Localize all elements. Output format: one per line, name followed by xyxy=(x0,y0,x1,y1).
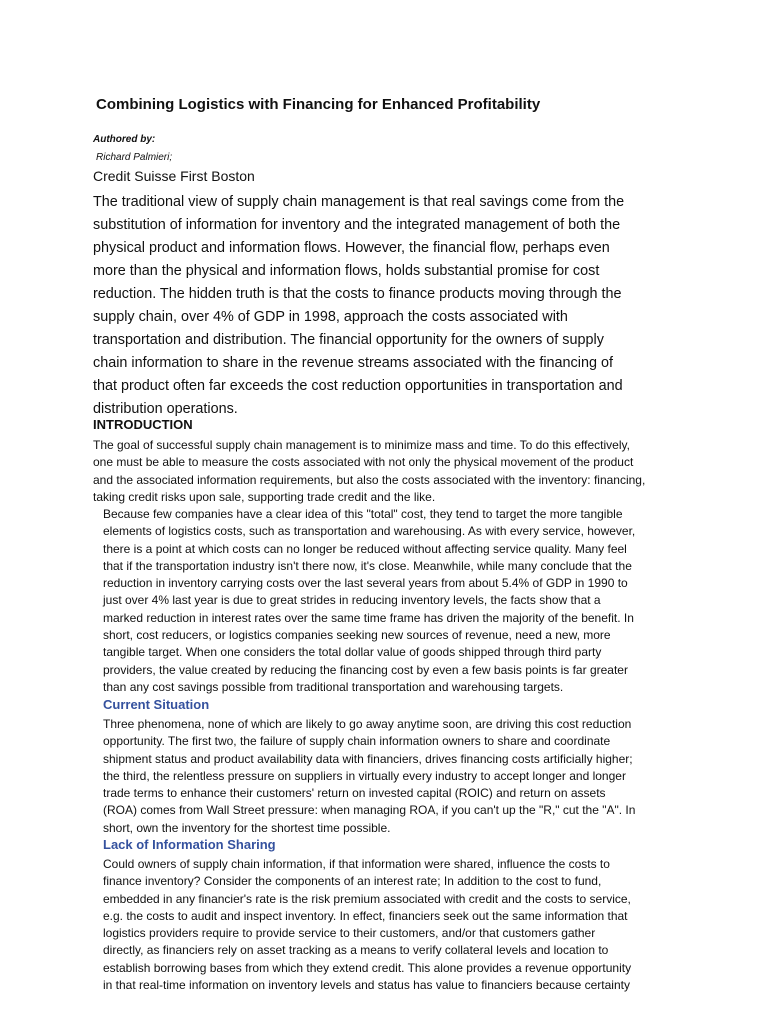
text-line: shipment status and product availability data with financiers, drives financing costs artificially higher; xyxy=(103,751,633,766)
section-heading-introduction: INTRODUCTION xyxy=(93,417,193,432)
text-line: short, cost reducers, or logistics companies seeking new sources of revenue, need a new, more xyxy=(103,628,611,643)
text-line: more than the physical and information flows, holds substantial promise for cost xyxy=(93,263,600,279)
total-cost-paragraph xyxy=(103,506,668,696)
lack-of-information-paragraph xyxy=(103,856,668,994)
text-line: than any cost savings possible from traditional transportation and warehousing targets. xyxy=(103,679,564,694)
introduction-paragraph xyxy=(93,437,683,506)
text-line: transportation and distribution. The financial opportunity for the owners of supply xyxy=(93,332,604,348)
text-line: short, own the inventory for the shortest time possible. xyxy=(103,820,391,835)
text-line: substitution of information for inventory and the integrated management of both the xyxy=(93,217,621,233)
text-line: in that real-time information on inventory levels and status has value to financiers because certainty xyxy=(103,978,630,993)
text-line: The goal of successful supply chain management is to minimize mass and time. To do this effectively, xyxy=(93,438,630,452)
text-line: (ROA) comes from Wall Street pressure: when managing ROA, if you can't up the "R," cut the "A". In xyxy=(103,803,636,818)
text-line: establish borrowing bases from which they extend credit. This alone provides a revenue opportunity xyxy=(103,960,632,975)
text-line: the third, the relentless pressure on suppliers in virtually every industry to accept longer and longer xyxy=(103,768,626,783)
section-heading-lack-of-information-sharing: Lack of Information Sharing xyxy=(103,837,276,852)
text-line: opportunity. The first two, the failure of supply chain information owners to share and coordinate xyxy=(103,734,611,749)
text-line: Because few companies have a clear idea of this "total" cost, they tend to target the more tangible xyxy=(103,507,623,521)
text-line: Three phenomena, none of which are likely to go away anytime soon, are driving this cost reduction xyxy=(103,717,632,731)
text-line: providers, the value created by reducing the financing cost by even a few basis points is far greater xyxy=(103,662,628,677)
text-line: taking credit risks upon sale, supporting trade credit and the like. xyxy=(93,489,436,504)
text-line: elements of logistics costs, such as transportation and warehousing. As with every service, however, xyxy=(103,524,636,539)
text-line: directly, as financiers rely on asset tracking as a means to verify collateral levels and location to xyxy=(103,943,609,958)
text-line: there is a point at which costs can no longer be reduced without affecting service quality. Many feel xyxy=(103,541,627,556)
current-situation-paragraph xyxy=(103,716,668,837)
text-line: logistics providers require to provide service to their customers, and/or that customers gather xyxy=(103,926,596,941)
text-line: supply chain, over 4% of GDP in 1998, approach the costs associated with xyxy=(93,309,568,325)
text-line: reduction. The hidden truth is that the costs to finance products moving through the xyxy=(93,286,622,302)
text-line: e.g. the costs to audit and inspect inventory. In effect, financiers seek out the same information that xyxy=(103,908,628,923)
text-line: marked reduction in interest rates over the same time frame has driven the majority of the benefit. In xyxy=(103,610,634,625)
text-line: finance inventory? Consider the components of an interest rate; In addition to the cost to fund, xyxy=(103,874,602,889)
document-title: Combining Logistics with Financing for Enhanced Profitability xyxy=(96,96,541,113)
lead-paragraph xyxy=(93,191,683,421)
text-line: and the associated information requirements, but also the costs associated with the inventory: financing, xyxy=(93,472,646,487)
text-line: tangible target. When one considers the total dollar value of goods shipped through third party xyxy=(103,645,602,660)
text-line: distribution operations. xyxy=(93,401,238,417)
section-heading-current-situation: Current Situation xyxy=(103,697,210,712)
text-line: just over 4% last year is due to great strides in reducing inventory levels, the facts show that a xyxy=(103,593,601,608)
text-line: chain information to share in the revenue streams associated with the financing of xyxy=(93,355,613,371)
authored-by-label: Authored by: xyxy=(93,134,156,145)
text-line: trade terms to enhance their customers' return on invested capital (ROIC) and return on assets xyxy=(103,786,606,801)
text-line: Could owners of supply chain information, if that information were shared, influence the costs to xyxy=(103,857,610,871)
author-name: Richard Palmieri; xyxy=(96,152,173,163)
text-line: that product often far exceeds the cost reduction opportunities in transportation and xyxy=(93,378,623,394)
text-line: reduction in inventory carrying costs over the last several years from about 5.4% of GDP in 1990 to xyxy=(103,576,628,591)
text-line: that if the transportation industry isn't there now, it's close. Meanwhile, while many conclude that the xyxy=(103,558,632,573)
text-line: embedded in any financier's rate is the risk premium associated with credit and the costs to service, xyxy=(103,891,631,906)
author-affiliation: Credit Suisse First Boston xyxy=(93,168,255,184)
text-line: The traditional view of supply chain management is that real savings come from the xyxy=(93,194,625,210)
text-line: one must be able to measure the costs associated with not only the physical movement of the product xyxy=(93,455,634,470)
text-line: physical product and information flows. However, the financial flow, perhaps even xyxy=(93,240,610,256)
